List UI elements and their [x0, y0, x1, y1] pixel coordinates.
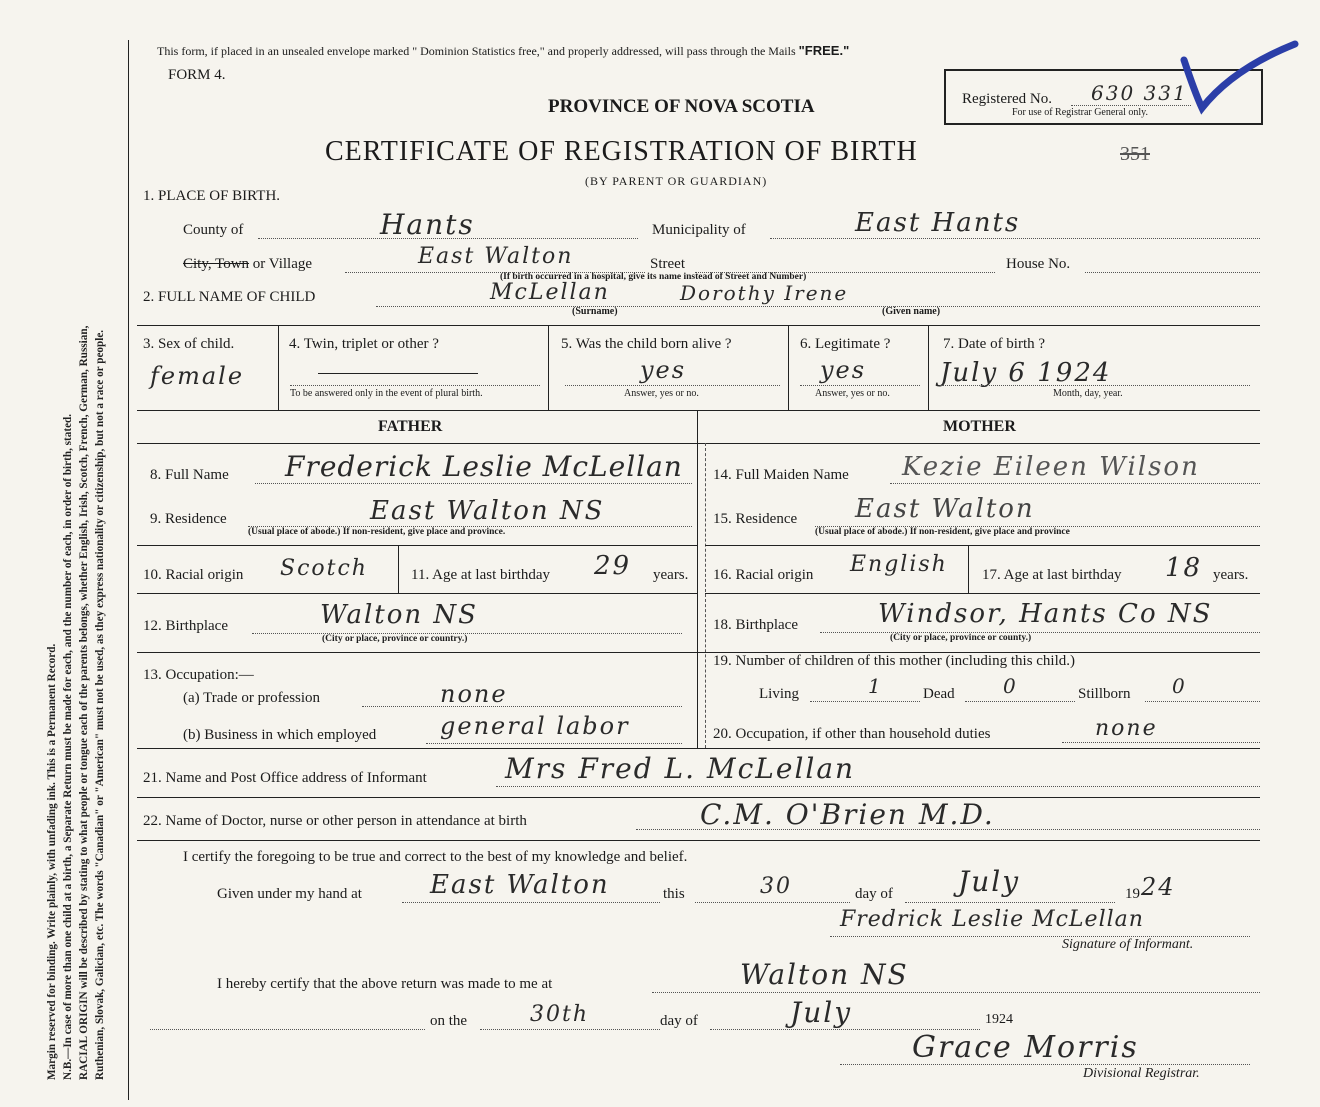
father-name-label: 8. Full Name [150, 467, 229, 483]
given-name-caption: (Given name) [882, 306, 941, 317]
informant-label: 21. Name and Post Office address of Informant [143, 770, 427, 786]
child-name-label: 2. FULL NAME OF CHILD [143, 289, 316, 305]
father-years-label: years. [653, 567, 689, 583]
father-age-label: 11. Age at last birthday [411, 567, 550, 583]
mother-name-value: Kezie Eileen Wilson [902, 452, 1200, 482]
binding-margin-rule [128, 40, 129, 1100]
blue-check-icon [1180, 40, 1300, 115]
mother-years-label: years. [1213, 567, 1249, 583]
certificate-title: CERTIFICATE OF REGISTRATION OF BIRTH [325, 136, 918, 167]
house-number-label: House No. [1006, 256, 1071, 272]
informant-signature-caption: Signature of Informant. [1062, 937, 1194, 952]
father-age-value: 29 [594, 551, 632, 581]
given-label: Given under my hand at [217, 886, 362, 902]
margin-line-4: Ruthenian, Slovak, Galician, etc. The words "Canadian" or "American" must not be used, as they express nationality or citizenship, but not a race or people. [94, 329, 106, 1080]
twin-label: 4. Twin, triplet or other ? [289, 336, 439, 352]
twin-note: To be answered only in the event of plural birth. [290, 388, 483, 399]
father-residence-note: (Usual place of abode.) If non-resident, give place and province. [248, 527, 506, 537]
legitimate-note: Answer, yes or no. [815, 388, 890, 399]
province-heading: PROVINCE OF NOVA SCOTIA [548, 96, 815, 117]
county-value: Hants [380, 208, 475, 241]
trade-value: none [440, 680, 508, 708]
dead-value: 0 [1003, 674, 1018, 698]
mother-racial-value: English [850, 552, 948, 577]
living-value: 1 [868, 674, 883, 698]
mother-residence-label: 15. Residence [713, 511, 798, 527]
given-month-value: July [958, 865, 1021, 898]
surname-caption: (Surname) [572, 306, 618, 317]
given-year-prefix: 19 [1125, 886, 1140, 902]
given-year-value: 24 [1141, 873, 1176, 901]
sex-label: 3. Sex of child. [143, 336, 235, 352]
stamp-number: 351 [1120, 143, 1150, 165]
mother-racial-label: 16. Racial origin [713, 567, 814, 583]
form-number: FORM 4. [168, 67, 226, 83]
stillborn-label: Stillborn [1078, 686, 1131, 702]
doctor-value: C.M. O'Brien M.D. [700, 798, 995, 831]
registrar-note: For use of Registrar General only. [1012, 107, 1148, 118]
legitimate-label: 6. Legitimate ? [800, 336, 891, 352]
margin-line-3: RACIAL ORIGIN will be described by stating to what people or tongue each of the parents belongs, whether English, Irish, Scotch, French, German, Russian, [78, 325, 90, 1080]
margin-notes [44, 70, 108, 1080]
registrar-signature: Grace Morris [912, 1030, 1139, 1065]
village-value: East Walton [418, 244, 574, 269]
born-alive-note: Answer, yes or no. [624, 388, 699, 399]
place-of-birth-heading: 1. PLACE OF BIRTH. [143, 188, 281, 204]
dob-label: 7. Date of birth ? [943, 336, 1046, 352]
father-heading: FATHER [378, 418, 443, 435]
mother-name-label: 14. Full Maiden Name [713, 467, 849, 483]
given-place-value: East Walton [430, 870, 610, 900]
county-label: County of [183, 222, 244, 238]
father-name-value: Frederick Leslie McLellan [285, 450, 683, 483]
mail-notice: This form, if placed in an unsealed envelope marked " Dominion Statistics free," and properly addressed, will pass through the Mails "FREE." [157, 43, 850, 58]
municipality-label: Municipality of [652, 222, 746, 238]
child-surname-value: McLellan [490, 280, 610, 305]
stillborn-value: 0 [1172, 674, 1187, 698]
mother-occupation-value: none [1095, 716, 1158, 741]
father-racial-label: 10. Racial origin [143, 567, 244, 583]
mother-residence-value: East Walton [855, 494, 1035, 524]
registrar-month-value: July [790, 996, 853, 1029]
born-alive-value: yes [640, 356, 687, 384]
given-day-of-label: day of [855, 886, 893, 902]
child-given-value: Dorothy Irene [680, 281, 849, 305]
certify-statement: I certify the foregoing to be true and correct to the best of my knowledge and belief. [183, 849, 688, 865]
doctor-label: 22. Name of Doctor, nurse or other person in attendance at birth [143, 813, 527, 829]
mother-age-label: 17. Age at last birthday [982, 567, 1122, 583]
registrar-place-value: Walton NS [740, 958, 909, 991]
father-residence-value: East Walton NS [370, 496, 605, 526]
mother-occupation-label: 20. Occupation, if other than household duties [713, 726, 991, 742]
business-value: general labor [440, 712, 630, 740]
informant-value: Mrs Fred L. McLellan [505, 752, 856, 785]
registered-label: Registered No. [962, 91, 1052, 107]
sex-value: female [150, 362, 245, 390]
mother-heading: MOTHER [943, 418, 1016, 435]
this-label: this [663, 886, 685, 902]
certificate-subtitle: (BY PARENT OR GUARDIAN) [585, 174, 768, 188]
occupation-label: 13. Occupation:— [143, 667, 254, 683]
city-town-struck: City, Town [183, 256, 250, 272]
registered-number: 630 331 [1091, 81, 1188, 105]
registrar-day-of-label: day of [660, 1013, 698, 1029]
village-label: City, Town or Village [183, 256, 313, 272]
legitimate-value: yes [820, 356, 867, 384]
margin-line-1: Margin reserved for binding. Write plainly, with unfading ink. This is a Permanent Record. [46, 643, 58, 1080]
father-birthplace-note: (City or place, province or country.) [322, 634, 468, 644]
registrar-statement: I hereby certify that the above return was made to me at [217, 976, 553, 992]
father-birthplace-value: Walton NS [320, 600, 478, 630]
free-label: "FREE." [798, 43, 850, 58]
given-day-value: 30 [760, 874, 792, 899]
registrar-day-value: 30th [530, 1002, 590, 1027]
hospital-note: (If birth occurred in a hospital, give its name instead of Street and Number) [500, 272, 807, 282]
father-racial-value: Scotch [280, 556, 368, 581]
father-residence-label: 9. Residence [150, 511, 227, 527]
on-the-label: on the [430, 1013, 468, 1029]
registrar-caption: Divisional Registrar. [1083, 1066, 1200, 1081]
mother-residence-note: (Usual place of abode.) If non-resident, give place and province [815, 527, 1070, 537]
living-label: Living [759, 686, 799, 702]
street-label: Street [650, 256, 685, 272]
born-alive-label: 5. Was the child born alive ? [561, 336, 732, 352]
mother-birthplace-label: 18. Birthplace [713, 617, 798, 633]
dead-label: Dead [923, 686, 955, 702]
registrar-year-value: 1924 [985, 1012, 1013, 1027]
father-birthplace-label: 12. Birthplace [143, 618, 228, 634]
mother-birthplace-note: (City or place, province or county.) [890, 633, 1032, 643]
dob-value: July 6 1924 [940, 358, 1112, 388]
mother-age-value: 18 [1165, 553, 1203, 583]
mother-birthplace-value: Windsor, Hants Co NS [878, 599, 1213, 629]
business-label: (b) Business in which employed [183, 727, 377, 743]
margin-line-2: N.B.—In case of more than one child at a birth, a Separate Return must be made for each, and the number of each, in order of birth, stated. [62, 413, 74, 1080]
trade-label: (a) Trade or profession [183, 690, 321, 706]
informant-signature: Fredrick Leslie McLellan [840, 907, 1144, 932]
children-count-label: 19. Number of children of this mother (including this child.) [713, 653, 1076, 669]
municipality-value: East Hants [855, 208, 1021, 238]
dob-note: Month, day, year. [1053, 388, 1123, 399]
